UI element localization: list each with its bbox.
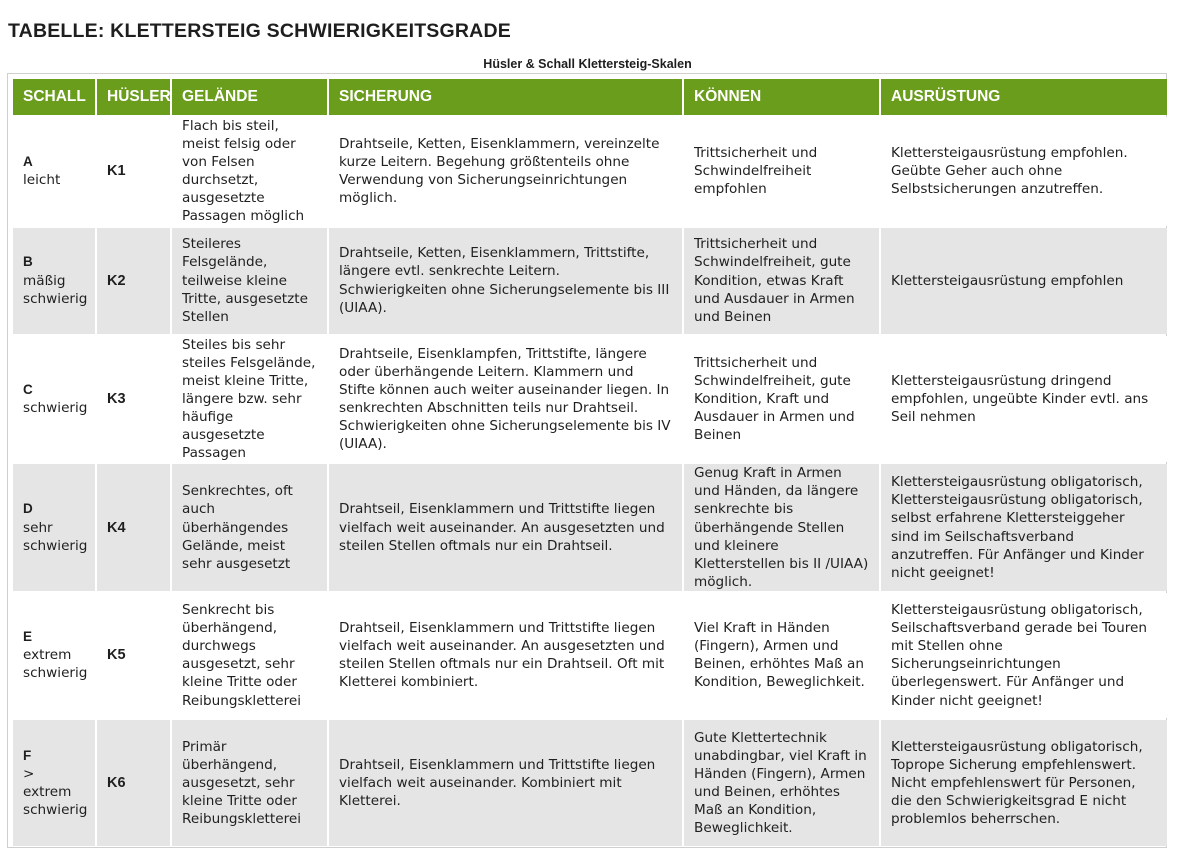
schall-label: mäßig schwierig (23, 272, 88, 307)
cell-sicherung: Drahtseile, Ketten, Eisenklammern, vereinzelte kurze Leitern. Begehung größtenteils ohne Verwendung von Sicherungseinrichtungen möglich. (329, 117, 682, 226)
table-row (13, 720, 1167, 846)
schall-label: schwierig (23, 399, 88, 416)
table-caption: Hüsler & Schall Klettersteig-Skalen (483, 57, 692, 71)
cell-sicherung: Drahtseil, Eisenklammern und Trittstifte liegen vielfach weit auseinander. Kombiniert mit Kletterei. (329, 720, 682, 846)
schall-code: C (23, 381, 33, 397)
header-schall: SCHALL (13, 79, 95, 115)
schall-code: B (23, 254, 33, 270)
cell-koennen: Viel Kraft in Händen (Fingern), Armen und Beinen, erhöhtes Maß an Kondition, Beweglichkeit. (684, 593, 879, 718)
schall-label: extrem schwierig (23, 647, 88, 682)
schall-code: A (23, 154, 33, 170)
cell-schall (13, 117, 95, 226)
cell-ausruestung: Klettersteigausrüstung obligatorisch, Seilschaftsverband gerade bei Touren mit Stellen ohne Sicherungseinrichtungen überlegenswert. Für Anfänger und Kinder nicht geeignet! (881, 593, 1167, 718)
cell-koennen: Trittsicherheit und Schwindelfreiheit empfohlen (684, 117, 879, 226)
cell-schall (13, 228, 95, 334)
cell-huesler: K1 (97, 117, 170, 226)
cell-huesler: K2 (97, 228, 170, 334)
cell-huesler: K3 (97, 336, 170, 463)
cell-gelaende: Primär überhängend, ausgesetzt, sehr kleine Tritte oder Reibungskletterei (172, 720, 327, 846)
cell-koennen: Trittsicherheit und Schwindelfreiheit, gute Kondition, etwas Kraft und Ausdauer in Armen und Beinen (684, 228, 879, 334)
cell-ausruestung: Klettersteigausrüstung obligatorisch, Toprope Sicherung empfehlenswert. Nicht empfehlenswert für Personen, die den Schwierigkeitsgrad E nicht problemlos beherrschen. (881, 720, 1167, 846)
cell-gelaende: Senkrecht bis überhängend, durchwegs ausgesetzt, sehr kleine Tritte oder Reibungskletterei (172, 593, 327, 718)
cell-schall (13, 720, 95, 846)
cell-schall (13, 593, 95, 718)
schall-code: F (23, 747, 32, 763)
cell-schall (13, 336, 95, 463)
cell-huesler: K6 (97, 720, 170, 846)
cell-ausruestung: Klettersteigausrüstung obligatorisch, Klettersteigausrüstung obligatorisch, selbst erfahrene Klettersteiggeher sind im Seilschaftsverband anzutreffen. Für Anfänger und Kinder nicht geeignet! (881, 464, 1167, 591)
table-header-row (13, 79, 1167, 115)
cell-ausruestung: Klettersteigausrüstung empfohlen. Geübte Geher auch ohne Selbstsicherungen anzutreffen. (881, 117, 1167, 226)
schall-label: leicht (23, 172, 61, 189)
schall-code: E (23, 629, 33, 645)
cell-sicherung: Drahtseile, Eisenklampfen, Trittstifte, längere oder überhängende Leitern. Klammern und Stifte können auch weiter auseinander liegen. In senkrechten Abschnitten teils nur Drahtseil. Schwierigkeiten ohne Sicherungselemente bis IV (UIAA). (329, 336, 682, 463)
cell-koennen: Genug Kraft in Armen und Händen, da längere senkrechte bis überhängende Stellen und kleinere Kletterstellen bis II /UIAA) möglich. (684, 464, 879, 591)
cell-gelaende: Flach bis steil, meist felsig oder von Felsen durchsetzt, ausgesetzte Passagen möglich (172, 117, 327, 226)
table-row (13, 117, 1167, 226)
schall-label: sehr schwierig (23, 519, 88, 554)
difficulty-table (11, 77, 1169, 848)
header-ausruestung: AUSRÜSTUNG (881, 79, 1167, 115)
table-row (13, 593, 1167, 718)
header-koennen: KÖNNEN (684, 79, 879, 115)
schall-label: > extrem schwierig (23, 765, 88, 818)
cell-sicherung: Drahtseile, Ketten, Eisenklammern, Trittstifte, längere evtl. senkrechte Leitern. Schwierigkeiten ohne Sicherungselemente bis III (UIAA). (329, 228, 682, 334)
cell-ausruestung: Klettersteigausrüstung dringend empfohlen, ungeübte Kinder evtl. ans Seil nehmen (881, 336, 1167, 463)
cell-sicherung: Drahtseil, Eisenklammern und Trittstifte liegen vielfach weit auseinander. An ausgesetzten und steilen Stellen oftmals nur ein Drahtseil. (329, 464, 682, 591)
schall-code: D (23, 501, 33, 517)
cell-ausruestung: Klettersteigausrüstung empfohlen (881, 228, 1167, 334)
table-row (13, 464, 1167, 591)
header-sicherung: SICHERUNG (329, 79, 682, 115)
cell-sicherung: Drahtseil, Eisenklammern und Trittstifte liegen vielfach weit auseinander. An ausgesetzten und steilen Stellen oftmals nur ein Drahtseil. Oft mit Kletterei kombiniert. (329, 593, 682, 718)
difficulty-table-frame (7, 73, 1167, 848)
cell-schall (13, 464, 95, 591)
cell-gelaende: Steiles bis sehr steiles Felsgelände, meist kleine Tritte, längere bzw. sehr häufige ausgesetzte Passagen (172, 336, 327, 463)
cell-huesler: K4 (97, 464, 170, 591)
cell-huesler: K5 (97, 593, 170, 718)
cell-gelaende: Senkrechtes, oft auch überhängendes Gelände, meist sehr ausgesetzt (172, 464, 327, 591)
table-row (13, 228, 1167, 334)
table-row (13, 336, 1167, 463)
cell-koennen: Trittsicherheit und Schwindelfreiheit, gute Kondition, Kraft und Ausdauer in Armen und Beinen (684, 336, 879, 463)
header-huesler: HÜSLER (97, 79, 170, 115)
page-title: TABELLE: KLETTERSTEIG SCHWIERIGKEITSGRADE (8, 20, 511, 42)
cell-koennen: Gute Klettertechnik unabdingbar, viel Kraft in Händen (Fingern), Armen und Beinen, erhöhtes Maß an Kondition, Beweglichkeit. (684, 720, 879, 846)
cell-gelaende: Steileres Felsgelände, teilweise kleine Tritte, ausgesetzte Stellen (172, 228, 327, 334)
header-gelaende: GELÄNDE (172, 79, 327, 115)
